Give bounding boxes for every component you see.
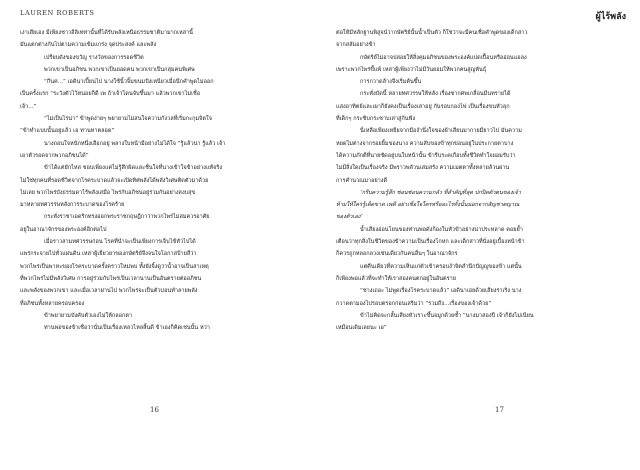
text-line: มันแตกต่างกันไปตามความเข้มแกร่ง จุดประสงค์ และพลัง	[20, 42, 157, 49]
text-line: พวกเขาเป็นอภิชน พวกเขาเป็นยอดคน พวกเขาเป็นกลุ่มคนพิเศษ	[44, 66, 195, 73]
left-page-number: 16	[150, 406, 159, 414]
text-line: ห้ามให้ใครรู้เด็ดขาด เพดี อย่าเชื่อใจใครหรืออะไรทั้งนั้นนอกจากสัญชาตญาณ	[336, 202, 520, 209]
text-line: กษัตริย์ไม่อาจปล่อยให้สิ่งคุมอภิชนของพระองค์แปดเปื้อนหรืออ่อนแอลง	[360, 54, 527, 61]
text-line: หยดไม่ต่างจากรอยยิ้มของนาง ความสับของข้าทุกข่อนอยู่ในประกายตาบาง	[336, 140, 514, 147]
text-line: ข้าพยายามบังคับตัวเองไม่ให้กลอกตา	[44, 312, 133, 319]
text-line: ท่านพ่อของข้าเชื่อว่านั่นเป็นเรื่องเหลวไหลสิ้นดี ข้าเองก็คิดเช่นนั้น หว่า	[44, 325, 210, 332]
text-line: ที่เด็กๆ กระซิบกระซาบเล่าสู่กันฟัง	[336, 116, 416, 123]
text-line: “ไม่เป็นไรน่า” ข้าพูดง่ายๆ พยายามไม่สนใจความกังวลที่เริ่มกะกุมจิตใจ	[44, 116, 212, 123]
text-line: อยู่ในอาณาจักรของพระองค์อีกต่อไป	[20, 226, 107, 233]
text-line: ไม่เลย พวกไพร่บังธรรมดาไร้พลังเสมือ ไพร่กับอภิชนอยู่ร่วมกันอย่างสงบสุข	[20, 189, 196, 196]
text-line: ที่อภิชนทั้งหลายครอบครอง	[20, 300, 85, 307]
text-line: กวาดตามองไปรอบตรอกก่อนเสริมว่า “รวมถึง...เรื่องของเจ้าด้วย”	[336, 300, 492, 307]
text-line: แสงอาทิตย์และเผาก็ยังคงเป็นเรื่องเล่าอยู่ กันรอบกองไฟ เป็นเรื่องขนหัวลุก	[336, 103, 510, 110]
text-line: แต่คืนเดียวที่ความเห็นแก่ตัวเข้าครอบงำจิตสำนึกปัญญูของข้า แต่นั้น	[360, 263, 522, 270]
text-line: “กึนค่...” เอดินาเปี้ยนไป นางใช้นิ้วจิ้มขนมปังเหนียวเมื่อนึกคำพูดไม่ออก	[44, 79, 214, 86]
text-line: นางถอนใจหนักหนึ่งเฮือกอยู่ พลางใบหน้ามือย่างไม่ได้ใจ “รู้แล้วน่า รู้แล้ว เจ้า	[44, 140, 226, 147]
text-line: ได้ความภักดีที่นายซัดอยู่บนใบหน้านั้น ข้ารีบระคเกือบทั้งชีวิตทำใจยอมรับว่า	[336, 152, 516, 159]
text-line: เจ้า...”	[20, 103, 37, 110]
text-line: เหมือนเดิมเลยนะ เอ”	[336, 325, 387, 332]
text-line: เป็นครั้งแรก “ระวังตัวไว้หน่อยก็ดี เพ ถ้าเจ้าโดนจับขึ้นมา แล้วพวกเขาไม่เชื่อ	[20, 91, 201, 98]
text-line: “ช่างเถอะ ไม่พูดเรื่องโรคระบาดแล้ว” เอดินาเอ่ยด้วยเสียงร่าเริง นาง	[360, 288, 522, 295]
text-line: ของตัวเอง’	[336, 214, 363, 221]
text-line: ที่พวกไพร่ไม่มีพลังวิเศษ การอยู่ร่วมกับไพร่เป็นเวลานานเป็นอันตรายต่ออภิชน	[20, 275, 202, 282]
text-line: การคำนวณมาอย่างดี	[336, 177, 388, 184]
text-line: แพร่กระจายไปทั่วแผ่นดิน เหล่าผู้เยี่ยวยาของกษัตริย์จึงจนใจโอกาสป้ายสีว่า	[20, 251, 197, 258]
text-line: นี่เหลือเพียงเหยียจากมืองำนึ่งใจของผ้าเสียนมากายมืยาวไป มันความ	[360, 128, 522, 135]
right-page-body	[336, 27, 626, 334]
title-running-head: ผู้ไร้พลัง	[595, 12, 626, 22]
text-line: และพลังของพวกเขา และเมื่อเวลาผ่านไป พวกไพร่จะเป็นตัวบ่อนทำลายพลัง	[20, 288, 198, 295]
text-line: การกวาดล้างจึงเริ่มต้นขึ้น	[360, 79, 422, 86]
left-page-body	[20, 27, 306, 334]
text-line: กระทั่งบัดนี้ หลายทศวรรษให้หลัง เรื่องซากศพเกลื่อนมีนทรายได้	[360, 91, 511, 98]
text-line: ก็ควรถูกหลอกลวงเช่นเดียวกันคนอื่นๆ ในอาณาจักร	[336, 251, 458, 258]
right-page-number: 17	[495, 406, 504, 414]
text-line: น้ำเสียงอ่อนโยนของท่านพ่อดังก้องในหัวข้าอย่างน่าประหลาด คอยย้ำ	[360, 226, 523, 233]
text-line: เมื่อราวสามทศวรรษก่อน โรคที่นำจะเป็นเพียงการเจ็บไข้หัวไปได้	[44, 239, 196, 246]
text-line: “ข้าทำแบบนั้นอยู่แล้ว เอ ท่านทาตลอด”	[20, 128, 115, 135]
text-line: พวกไพร่เป็นพาหะของโรคระบาดครั้งคราวใหม่พบ ทั้งยังจิ้งดูว่าน้ำอาจเป็นสาเหตุ	[20, 263, 209, 270]
text-line: เงาเสียเอง มีเพียงชาวอีลิเทท่านั้นที่ได้รับพลังเหนือธรรมชาติมามากเหล่านี้	[20, 30, 193, 36]
text-line: ‘กรีบความรู้สึก ซ่อนซ่อนความกลัว ที่สำคัญที่สุด ปกปิดตัวตนของเจ้า	[360, 189, 521, 196]
text-line: เพราะพวกไพร่ขี้แพ้ เหล่าผู้เพียงว่าไม่มีวันยอมให้พวกคนสูญพันธุ์	[336, 66, 487, 73]
text-line: จากสลัมอย่างข้า	[336, 42, 376, 49]
text-line: เอาตัวรอดจากพวกอภิชนได้”	[20, 152, 89, 159]
author-running-head: LAUREN ROBERTS	[20, 9, 95, 17]
text-line: กระทั่งราชาเอดริกทรงออกพระราชกฤษฎีกาว่าพวกไพร่ไม่สมควรอาศัย	[44, 214, 210, 221]
text-line: เปรียบดังของขวัญ รางวัลของการรอดชีวิต	[44, 54, 144, 61]
text-line: ต่อให้มีหลักฐานพิสูจน์ว่ากษัตริย์นั้นน้ำเป็นตัว ก็ใช่ว่าจะมีคนเชื่อคำพูดของเด็กสาว	[336, 30, 528, 36]
text-line: ก็เพียงพอแล้วที่จะทำให้เราสองคนตกอยู่ในอันตราย	[336, 275, 456, 282]
text-line: ข้าได้แต่ยักไหล่ ชอบเพียงแค่ไม่รู้สึกผิดและชื่นใจที่นางเข้าใจข้าอย่างแท้จริง	[44, 165, 223, 172]
text-line: ไม่มีสิ่งใดเป็นเรื่องจริง มีพราวพลัวนเสมสรัง ความเมตตาทั้งหลายล้วนผ่าน	[336, 165, 510, 172]
text-line: มาหลายทศวรรษหลังการระบาดของโรคร้าย	[20, 202, 125, 209]
text-line: เตือนว่าทุกสิ่งในชีวิตของข้าความเป็นเรื่องโกหก และเด็กสาวที่นั่งอยู่เบื้องหน้าข้า	[336, 239, 525, 246]
text-line: ข้าไม่คิดจะกลั้นเสียงหัวเราะขึ้นจมูกด้วยซ้ำ “นางมาสองปี เจ้าก็ยังไม่เนียน	[360, 312, 534, 319]
text-line: ไม่ใช่ทุกคนที่รอดชีวิตจากโรคระบาดแล้วจะเปิดทิศพลังได้พลังวิเศษติดตัวมาด้วย	[20, 177, 209, 184]
